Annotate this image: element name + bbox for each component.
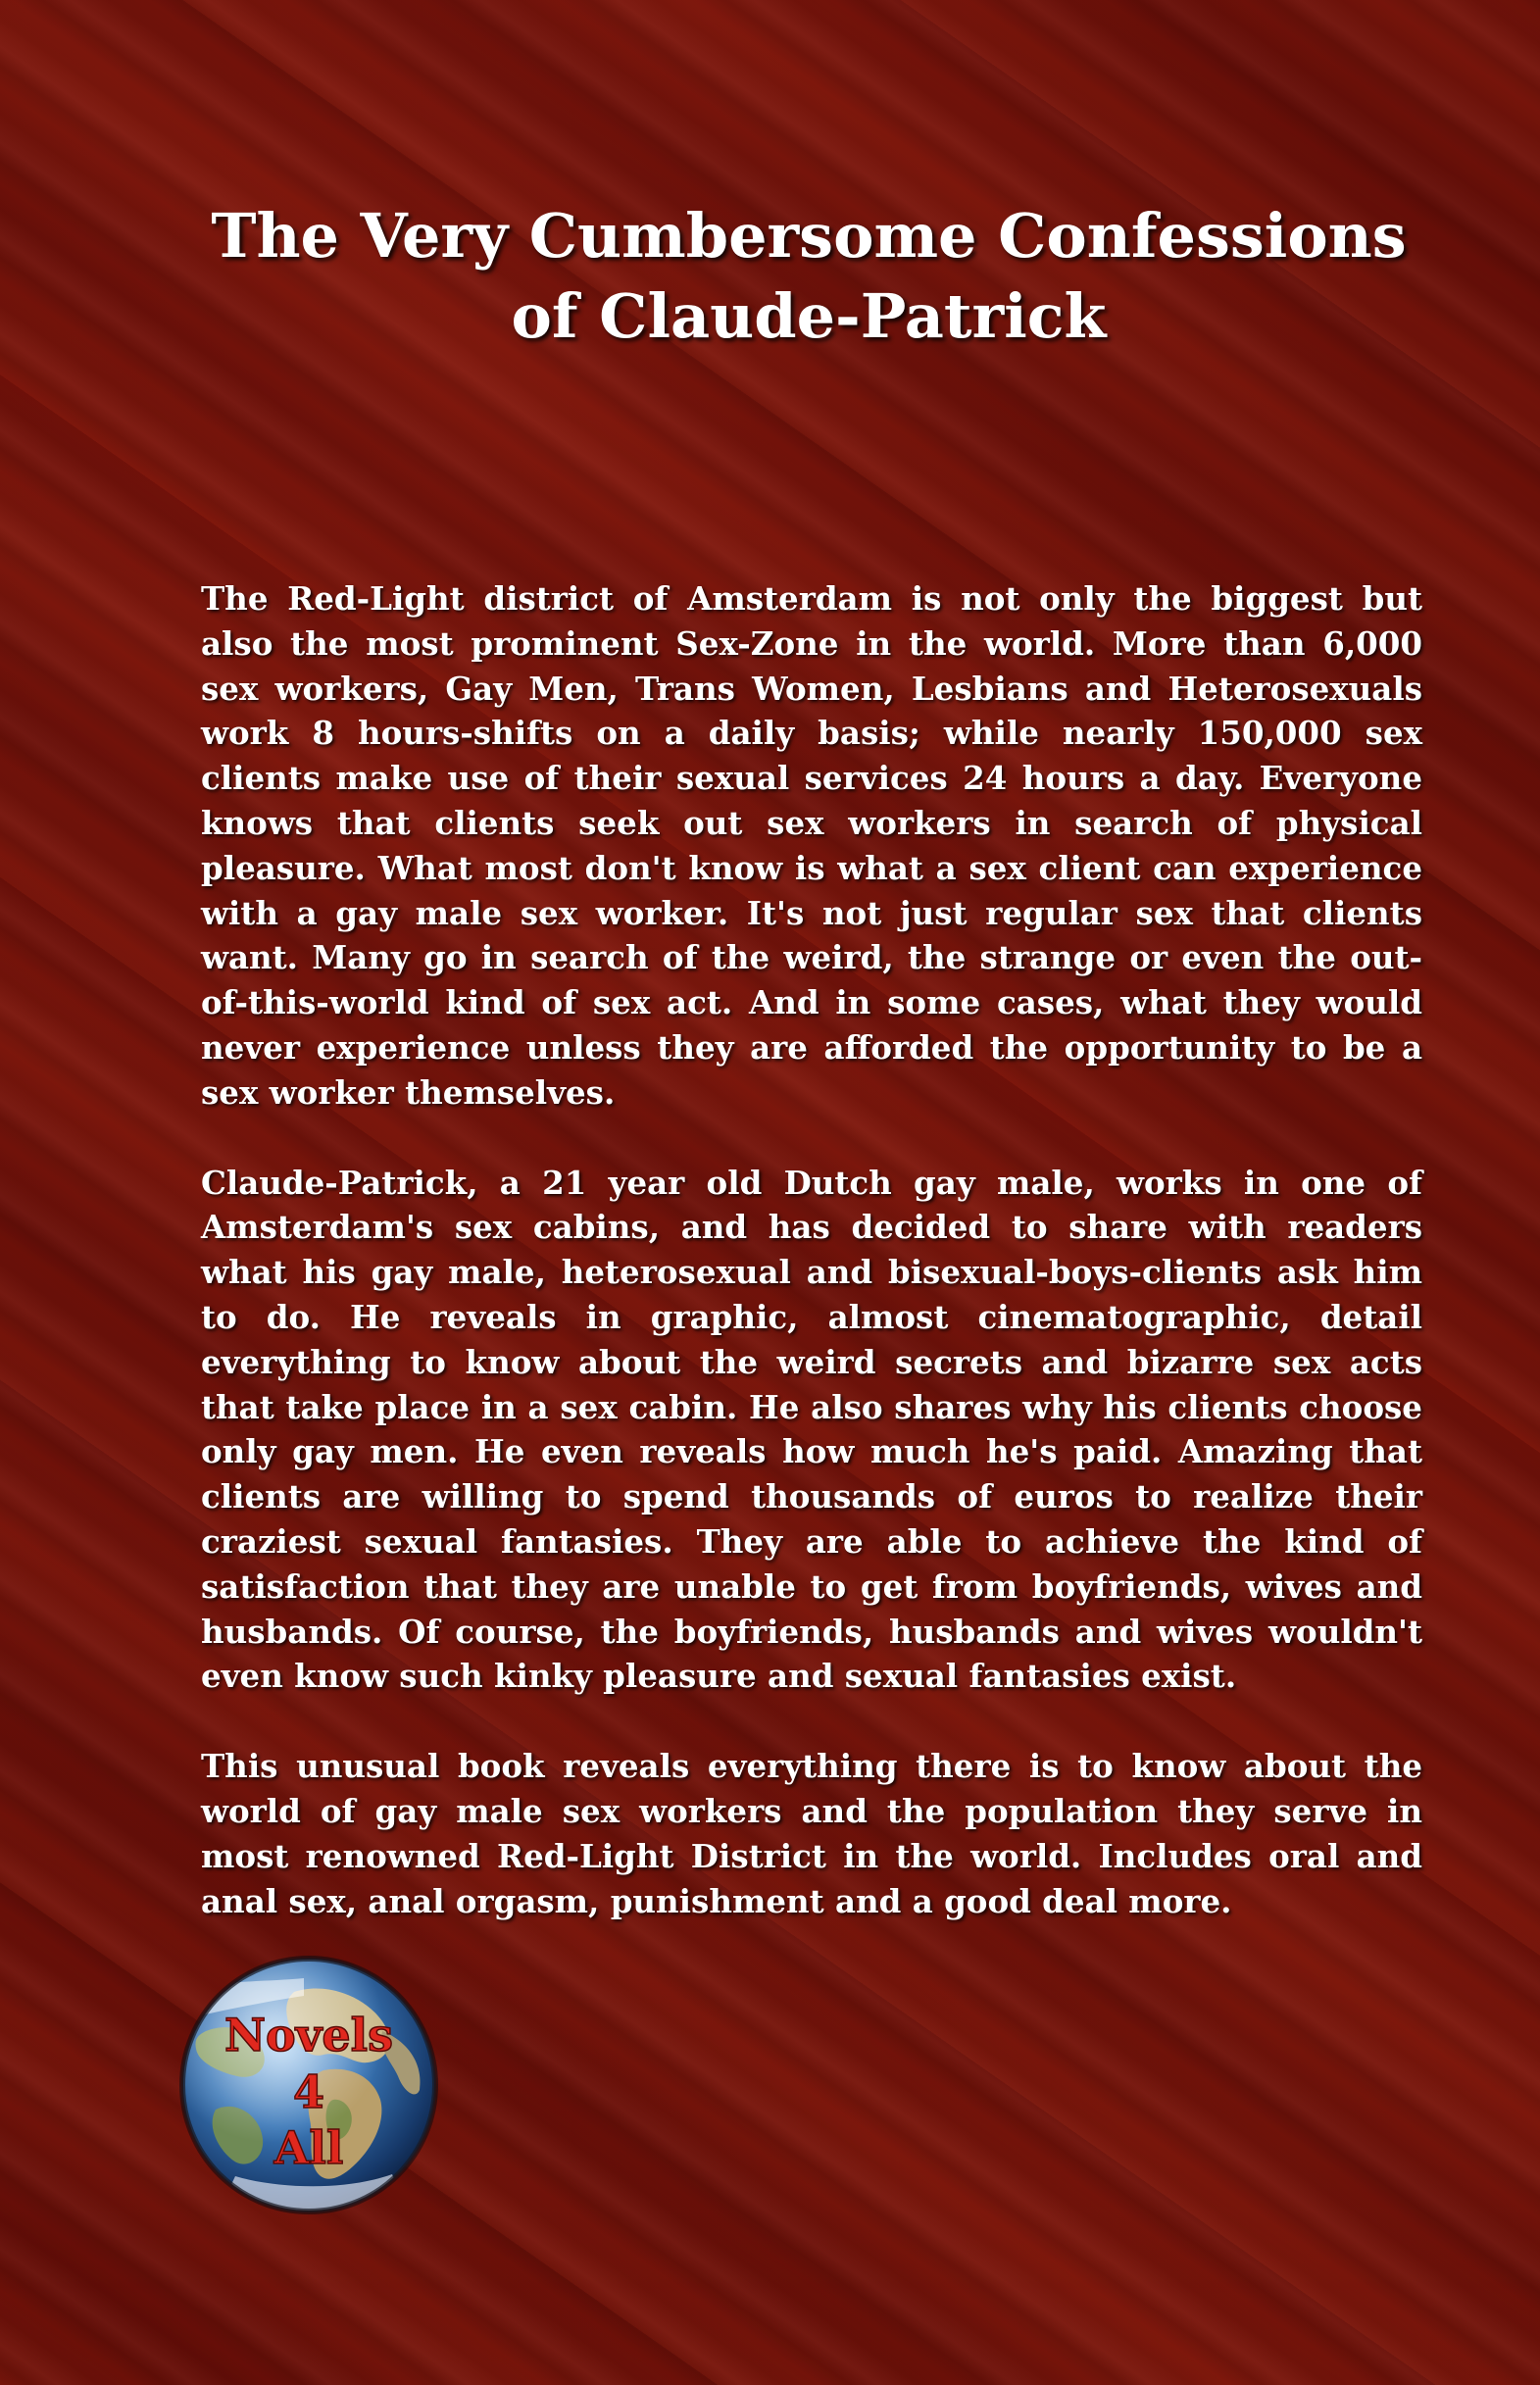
publisher-logo	[176, 1953, 441, 2217]
blurb-paragraph-1: The Red-Light district of Amsterdam is not only the biggest but also the most prominent Sex-Zone in the world. More than 6,000 sex workers, Gay Men, Trans Women, Lesbians and Heterosexuals work 8 hours-shifts on a daily basis; while nearly 150,000 sex clients make use of their sexual services 24 hours a day. Everyone knows that clients seek out sex workers in search of physical pleasure. What most don't know is what a sex client can experience with a gay male sex worker. It's not just regular sex that clients want. Many go in search of the weird, the strange or even the out-of-this-world kind of sex act. And in some cases, what they would never experience unless they are afforded the opportunity to be a sex worker themselves.	[201, 579, 1422, 1112]
title-line-2: of Claude-Patrick	[511, 280, 1107, 352]
blurb-paragraph-3: This unusual book reveals everything there is to know about the world of gay male sex workers and the population they serve in most renowned Red-Light District in the world. Includes oral and anal sex, anal orgasm, punishment and a good deal more.	[201, 1747, 1422, 1920]
logo-text-novels: Novels	[224, 2009, 394, 2062]
logo-text-4: 4	[292, 2065, 325, 2118]
book-title	[147, 196, 1470, 357]
blurb	[201, 576, 1422, 1968]
globe-icon	[176, 1953, 441, 2217]
title-line-1: The Very Cumbersome Confessions	[211, 200, 1407, 272]
logo-text-all: All	[273, 2121, 344, 2174]
blurb-paragraph-2: Claude-Patrick, a 21 year old Dutch gay male, works in one of Amsterdam's sex cabins, and has decided to share with readers what his gay male, heterosexual and bisexual-boys-clients ask him to do. He reveals in graphic, almost cinematographic, detail everything to know about the weird secrets and bizarre sex acts that take place in a sex cabin. He also shares why his clients choose only gay men. He even reveals how much he's paid. Amazing that clients are willing to spend thousands of euros to realize their craziest sexual fantasies. They are able to achieve the kind of satisfaction that they are unable to get from boyfriends, wives and husbands. Of course, the boyfriends, husbands and wives wouldn't even know such kinky pleasure and sexual fantasies exist.	[201, 1163, 1422, 1696]
